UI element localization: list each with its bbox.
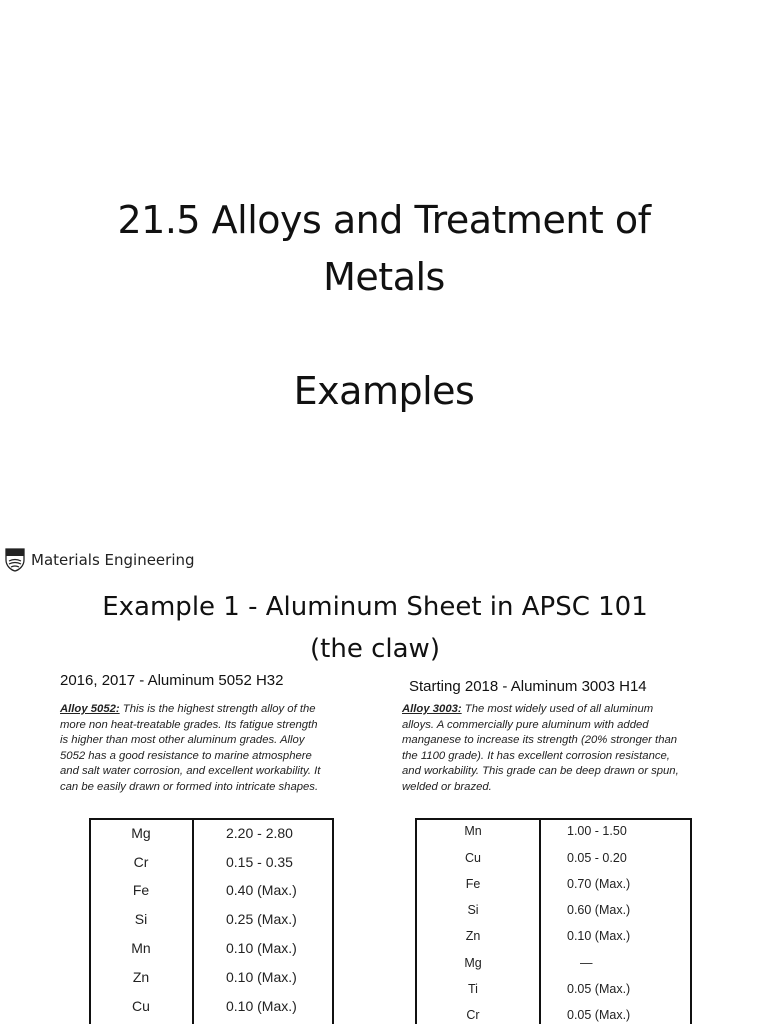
example-slide	[0, 536, 768, 1024]
table-row	[417, 982, 690, 1008]
right-composition-table	[415, 818, 692, 1024]
slide-subtitle: Examples	[293, 369, 475, 413]
element-cell: Mg	[464, 956, 482, 970]
table-row	[91, 969, 332, 997]
table-row	[417, 877, 690, 903]
desc-line: alloys. A commercially pure aluminum with added	[402, 718, 649, 731]
table-row	[91, 911, 332, 939]
desc-line: 5052 has a good resistance to marine atmosphere	[60, 749, 312, 762]
element-cell: Cu	[465, 851, 481, 865]
table-row	[417, 824, 690, 850]
value-cell: 1.00 - 1.50	[567, 824, 627, 838]
table-row	[417, 851, 690, 877]
table-row	[91, 825, 332, 853]
element-cell: Si	[134, 911, 148, 927]
value-cell: 0.25 (Max.)	[226, 911, 297, 927]
element-cell: Cr	[133, 854, 149, 870]
desc-line: and salt water corrosion, and excellent workability. It	[60, 765, 321, 777]
table-row	[91, 998, 332, 1024]
value-cell: 0.10 (Max.)	[226, 969, 297, 985]
element-cell: Mg	[131, 825, 151, 841]
value-cell: 2.20 - 2.80	[226, 825, 293, 841]
desc-line: This is the highest strength alloy of the	[119, 703, 316, 715]
value-cell: 0.05 (Max.)	[567, 982, 631, 996]
element-cell: Cu	[132, 998, 150, 1014]
value-cell: —	[580, 956, 593, 970]
desc-line: and workability. This grade can be deep drawn or spun,	[402, 765, 679, 777]
table-row	[417, 929, 690, 955]
slide-title-line-2: Metals	[323, 255, 445, 299]
element-cell: Zn	[132, 969, 150, 985]
element-cell: Mn	[464, 824, 482, 838]
table-row	[417, 1008, 690, 1024]
table-row	[91, 882, 332, 910]
brand-name: Materials Engineering	[31, 551, 195, 569]
ubc-crest-logo	[5, 548, 25, 572]
left-alloy-lead: Alloy 5052:	[60, 703, 120, 715]
right-alloy-lead: Alloy 3003:	[402, 703, 462, 715]
left-composition-table	[89, 818, 334, 1024]
element-cell: Mn	[131, 940, 151, 956]
right-alloy-description	[402, 702, 722, 795]
value-cell: 0.60 (Max.)	[567, 903, 631, 917]
left-alloy-description	[60, 702, 370, 795]
value-cell: 0.05 - 0.20	[567, 851, 627, 865]
value-cell: 0.70 (Max.)	[567, 877, 631, 891]
element-cell: Si	[467, 903, 479, 917]
left-column-heading: 2016, 2017 - Aluminum 5052 H32	[60, 672, 284, 689]
value-cell: 0.40 (Max.)	[226, 882, 297, 898]
value-cell: 0.05 (Max.)	[567, 1008, 631, 1022]
value-cell: 0.10 (Max.)	[226, 940, 297, 956]
desc-line: the 1100 grade). It has excellent corrosion resistance,	[402, 749, 670, 762]
desc-line: manganese to increase its strength (20% stronger than	[402, 734, 678, 746]
example-title-line-2: (the claw)	[310, 634, 440, 664]
table-row	[417, 956, 690, 982]
value-cell: 0.15 - 0.35	[226, 854, 293, 870]
desc-line: is higher than most other aluminum grades. Alloy	[60, 734, 305, 746]
value-cell: 0.10 (Max.)	[226, 998, 297, 1014]
element-cell: Fe	[132, 882, 150, 898]
desc-line: The most widely used of all aluminum	[461, 703, 654, 715]
table-row	[91, 854, 332, 882]
desc-line: can be easily drawn or formed into intricate shapes.	[60, 780, 319, 793]
desc-line: welded or brazed.	[402, 780, 492, 793]
value-cell: 0.10 (Max.)	[567, 929, 631, 943]
right-column-heading: Starting 2018 - Aluminum 3003 H14	[409, 678, 647, 695]
element-cell: Ti	[468, 982, 478, 996]
brand-header	[5, 546, 195, 574]
example-title-line-1: Example 1 - Aluminum Sheet in APSC 101	[102, 592, 648, 622]
table-row	[91, 940, 332, 968]
element-cell: Fe	[465, 877, 481, 891]
element-cell: Zn	[465, 929, 481, 943]
slide-title-line-1: 21.5 Alloys and Treatment of	[117, 198, 651, 242]
table-row	[417, 903, 690, 929]
desc-line: more non heat-treatable grades. Its fatigue strength	[60, 718, 318, 731]
element-cell: Cr	[466, 1008, 480, 1022]
